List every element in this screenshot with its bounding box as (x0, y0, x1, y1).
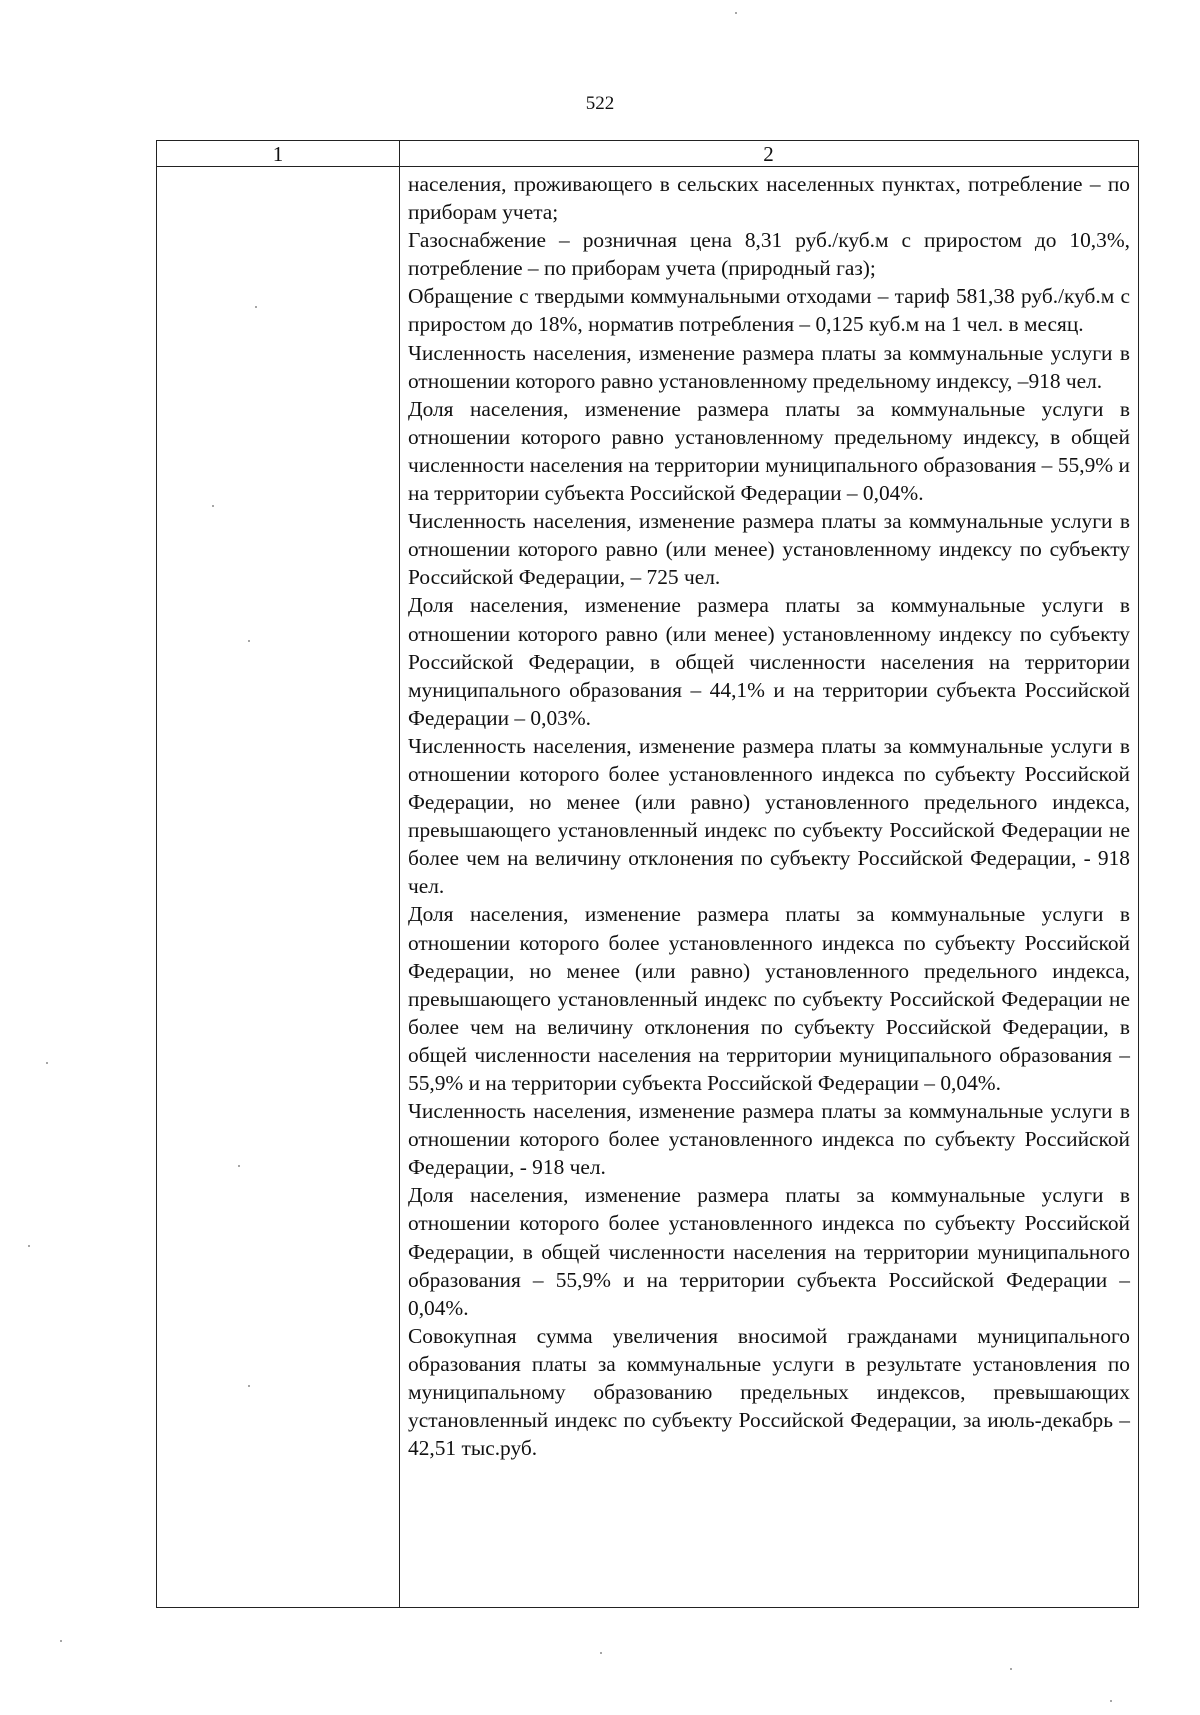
paragraph-population-within-deviation: Численность населения, изменение размера платы за коммунальные услуги в отношении которого более установленного индекса по субъекту Российской Федерации, но менее (или равно) установленного предельного индекса, превышающего установленный индекс по субъекту Российской Федерации не более чем на величину отклонения по субъекту Российской Федерации, - 918 чел. (408, 733, 1130, 899)
paragraph-rural-population: населения, проживающего в сельских населенных пунктах, потребление – по приборам учета; (408, 172, 1130, 225)
paragraph-share-within-deviation: Доля населения, изменение размера платы за коммунальные услуги в отношении которого более установленного индекса по субъекту Российской Федерации, но менее (или равно) установленного предельного индекса, превышающего установленный индекс по субъекту Российской Федерации не более чем на величину отклонения по субъекту Российской Федерации, в общей численности населения на территории муниципального образования – 55,9% и на территории субъекта Российской Федерации – 0,04%. (408, 902, 1130, 1095)
table-header-row (157, 141, 1138, 167)
scan-speck (1110, 1700, 1112, 1702)
paragraph-total-increase: Совокупная сумма увеличения вносимой гражданами муниципального образования платы за коммунальные услуги в результате установления по муниципальному образованию предельных индексов, превышающих установленный индекс по субъекту Российской Федерации, за июль-декабрь – 42,51 тыс.руб. (408, 1323, 1130, 1461)
scan-speck (212, 505, 214, 507)
paragraph-population-equal-limit: Численность населения, изменение размера платы за коммунальные услуги в отношении которого равно установленному предельному индексу, –918 чел. (408, 340, 1130, 393)
document-table (156, 140, 1139, 1608)
scan-speck (600, 1652, 602, 1654)
paragraph-share-below-index: Доля населения, изменение размера платы за коммунальные услуги в отношении которого равно (или менее) установленному индексу по субъекту Российской Федерации, в общей численности населения на территории муниципального образования – 44,1% и на территории субъекта Российской Федерации – 0,03%. (408, 593, 1130, 730)
column-header-1: 1 (272, 142, 284, 166)
paragraph-solid-waste: Обращение с твердыми коммунальными отходами – тариф 581,38 руб./куб.м с приростом до 18%, норматив потребления – 0,125 куб.м на 1 чел. в месяц. (408, 284, 1130, 337)
table-cell-content (408, 170, 1130, 1462)
scan-speck (248, 1385, 250, 1387)
scan-speck (28, 1245, 30, 1247)
column-header-2: 2 (763, 142, 774, 166)
paragraph-gas-supply: Газоснабжение – розничная цена 8,31 руб./куб.м с приростом до 10,3%, потребление – по приборам учета (природный газ); (408, 228, 1130, 281)
page-number: 522 (585, 93, 615, 114)
paragraph-share-above-index: Доля населения, изменение размера платы за коммунальные услуги в отношении которого более установленного индекса по субъекту Российской Федерации, в общей численности населения на территории муниципального образования – 55,9% и на территории субъекта Российской Федерации – 0,04%. (408, 1183, 1130, 1320)
scan-speck (248, 640, 250, 642)
paragraph-share-equal-limit: Доля населения, изменение размера платы за коммунальные услуги в отношении которого равно установленному предельному индексу, в общей численности населения на территории муниципального образования – 55,9% и на территории субъекта Российской Федерации – 0,04%. (408, 396, 1130, 506)
paragraph-population-above-index: Численность населения, изменение размера платы за коммунальные услуги в отношении которого более установленного индекса по субъекту Российской Федерации, - 918 чел. (408, 1099, 1130, 1180)
scan-speck (238, 1165, 240, 1167)
scan-speck (60, 1640, 62, 1642)
scan-speck (46, 1062, 48, 1064)
paragraph-population-below-index: Численность населения, изменение размера платы за коммунальные услуги в отношении которого равно (или менее) установленному индексу по субъекту Российской Федерации, – 725 чел. (408, 509, 1130, 590)
scan-speck (255, 306, 257, 308)
scan-speck (735, 12, 737, 14)
column-divider (399, 141, 400, 1607)
scan-speck (1010, 1668, 1012, 1670)
